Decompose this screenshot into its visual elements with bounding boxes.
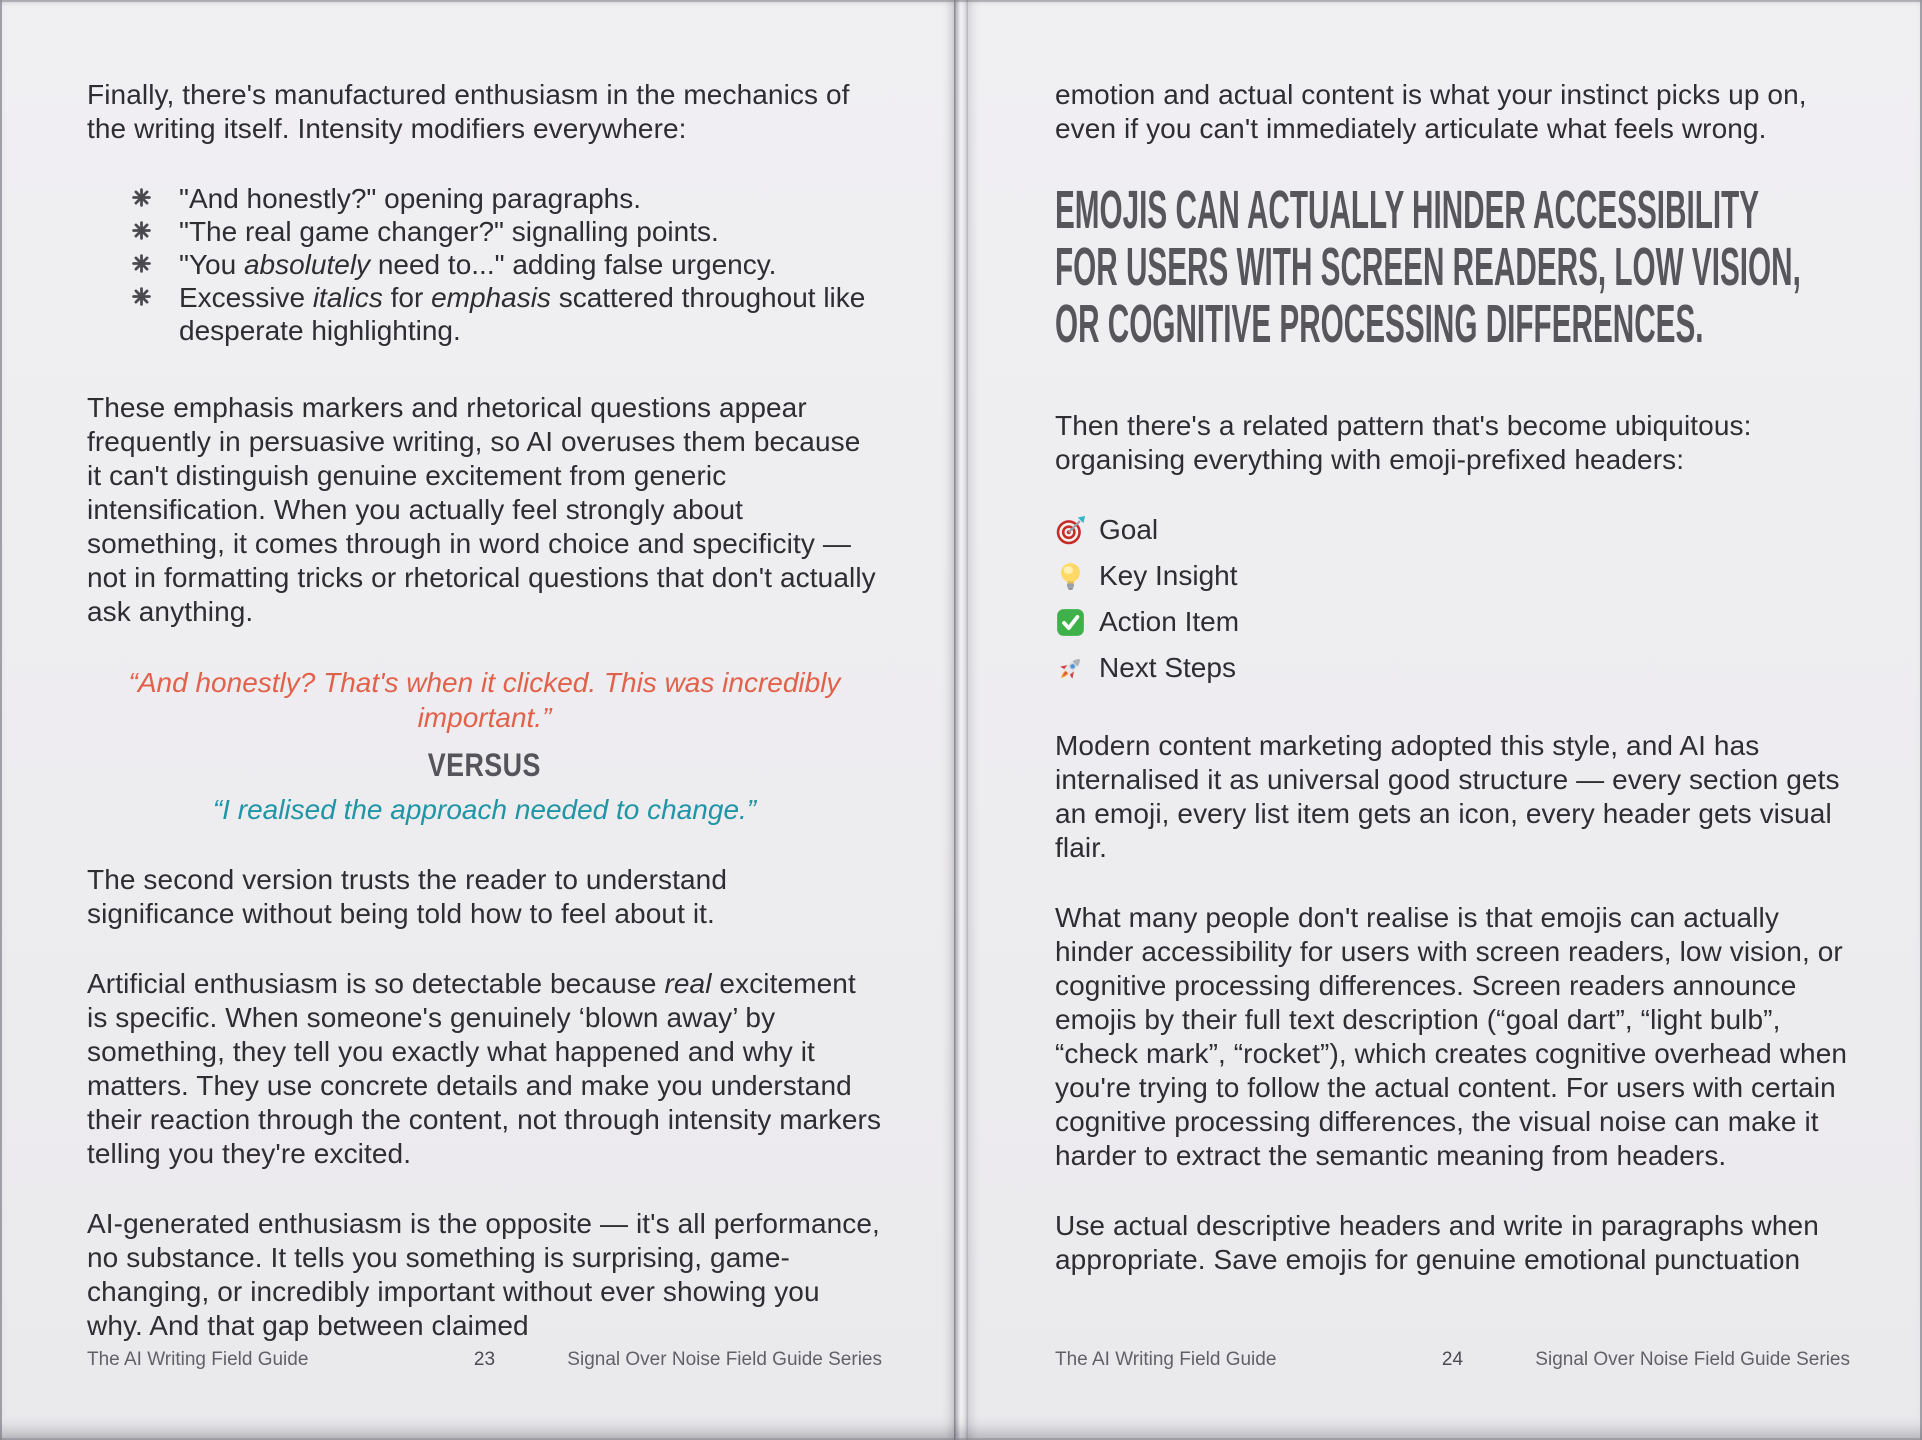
versus-label: VERSUS xyxy=(427,747,542,783)
emoji-item-label: Next Steps xyxy=(1099,652,1236,683)
paragraph: Then there's a related pattern that's become ubiquitous: organising everything with emoji-prefixed headers: xyxy=(1055,410,1752,475)
bullet-item xyxy=(87,182,882,215)
emoji-header-item xyxy=(1055,651,1850,685)
rocket-emoji-icon xyxy=(1055,653,1086,684)
headline-line: OR COGNITIVE PROCESSING DIFFERENCES. xyxy=(1055,294,1704,354)
light-bulb-emoji-icon xyxy=(1055,561,1086,592)
emoji-header-list xyxy=(1055,513,1850,685)
check-mark-emoji-icon xyxy=(1055,607,1086,638)
page-24 xyxy=(968,0,1922,1440)
paragraph: Use actual descriptive headers and write in paragraphs when appropriate. Save emojis for genuine emotional punctuation xyxy=(1055,1210,1819,1275)
page-23 xyxy=(0,0,954,1440)
page-23-footer xyxy=(87,1349,882,1375)
footer-page-number: 23 xyxy=(473,1349,496,1370)
bullet-text: "You absolutely need to..." adding false urgency. xyxy=(179,249,777,280)
bullet-item xyxy=(87,281,882,347)
footer-series-title: Signal Over Noise Field Guide Series xyxy=(1535,1349,1850,1370)
asterisk-bullet-icon xyxy=(132,221,151,240)
bullet-text: Excessive italics for emphasis scattered throughout like desperate highlighting. xyxy=(179,282,866,346)
emoji-header-item xyxy=(1055,605,1850,639)
paragraph: What many people don't realise is that emojis can actually hinder accessibility for users with screen readers, low vision, or cognitive processing differences. Screen readers announce emojis by their full text description (“goal dart”, “light bulb”, “check mark”, “rocket”), which creates cognitive overhead when you're trying to follow the actual content. For users with certain cognitive processing differences, the visual noise can make it harder to extract the semantic meaning from headers. xyxy=(1055,902,1848,1171)
footer-series-title: Signal Over Noise Field Guide Series xyxy=(567,1349,882,1370)
headline-line: FOR USERS WITH SCREEN READERS, LOW VISION, xyxy=(1055,237,1801,297)
paragraph: emotion and actual content is what your instinct picks up on, even if you can't immediately articulate what feels wrong. xyxy=(1055,79,1807,144)
page-gutter xyxy=(954,0,968,1440)
emoji-header-item xyxy=(1055,513,1850,547)
bullet-text: "The real game changer?" signalling points. xyxy=(179,216,719,247)
bullet-item xyxy=(87,215,882,248)
paragraph: Artificial enthusiasm is so detectable because real excitement is specific. When someone's genuinely ‘blown away’ by something, they tell you exactly what happened and why it matters. They use concrete details and make you understand their reaction through the content, not through intensity markers telling you they're excited. xyxy=(87,968,882,1169)
paragraph: The second version trusts the reader to understand significance without being told how to feel about it. xyxy=(87,864,728,929)
asterisk-bullet-icon xyxy=(132,254,151,273)
page-24-content xyxy=(1055,78,1850,1313)
footer-book-title: The AI Writing Field Guide xyxy=(87,1349,309,1370)
page-24-footer xyxy=(1055,1349,1850,1375)
human-pull-quote: “I realised the approach needed to change.” xyxy=(212,794,757,825)
paragraph: Finally, there's manufactured enthusiasm in the mechanics of the writing itself. Intensity modifiers everywhere: xyxy=(87,79,850,144)
ai-pull-quote: “And honestly? That's when it clicked. This was incredibly important.” xyxy=(128,667,841,733)
asterisk-bullet-icon xyxy=(132,188,151,207)
emoji-item-label: Key Insight xyxy=(1099,560,1238,591)
target-emoji-icon xyxy=(1055,515,1086,546)
bullet-item xyxy=(87,248,882,281)
footer-page-number: 24 xyxy=(1441,1349,1464,1370)
asterisk-bullet-icon xyxy=(132,287,151,306)
emoji-header-item xyxy=(1055,559,1850,593)
emoji-item-label: Goal xyxy=(1099,514,1159,545)
footer-book-title: The AI Writing Field Guide xyxy=(1055,1349,1277,1370)
paragraph: AI-generated enthusiasm is the opposite — it's all performance, no substance. It tells you something is surprising, game-changing, or incredibly important without ever showing you why. And that gap between claimed xyxy=(87,1208,880,1341)
emoji-item-label: Action Item xyxy=(1099,606,1240,637)
paragraph: These emphasis markers and rhetorical questions appear frequently in persuasive writing, so AI overuses them because it can't distinguish genuine excitement from generic intensification. When you actually feel strongly about something, it comes through in word choice and specificity — not in formatting tricks or rhetorical questions that don't actually ask anything. xyxy=(87,392,876,627)
bullet-list xyxy=(87,182,882,347)
paragraph: Modern content marketing adopted this style, and AI has internalised it as universal good structure — every section gets an emoji, every list item gets an icon, every header gets visual flair. xyxy=(1055,730,1840,863)
headline-line: EMOJIS CAN ACTUALLY HINDER ACCESSIBILITY xyxy=(1055,180,1760,240)
section-headline xyxy=(1055,182,1850,353)
page-23-content xyxy=(87,78,882,1379)
bullet-text: "And honestly?" opening paragraphs. xyxy=(179,183,641,214)
